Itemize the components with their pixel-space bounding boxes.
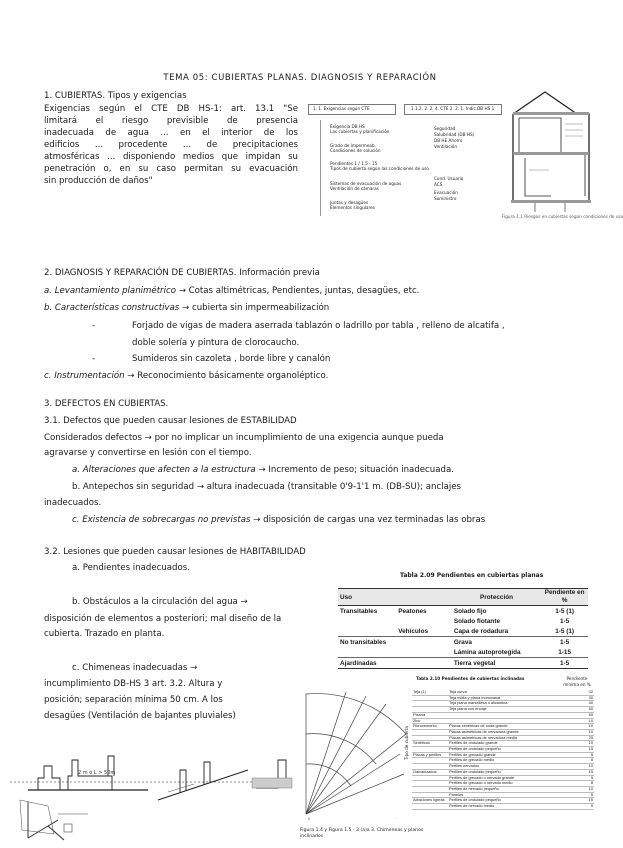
table-cell: 10 <box>582 729 594 735</box>
section31-item-b-line2: inadecuados. <box>44 498 102 508</box>
diagram-right-item: ACS <box>434 182 443 187</box>
table-cell: Placas y perfiles <box>412 752 448 758</box>
table-cell: Perfiles de nervado pequeño <box>448 786 582 792</box>
table-cell: Perfiles de nervado medio <box>448 804 582 810</box>
table-cell: Placas asimétricas de nervadura grande <box>448 729 582 735</box>
table-header-cell: Pendiente en % <box>541 589 588 606</box>
diagram-header-right-box <box>404 104 502 115</box>
diagram-row: Pendientes 1 / 1.5 - 15 <box>330 161 378 166</box>
diagram-header-left-box <box>308 104 396 115</box>
table-cell: Solado flotante <box>453 617 500 625</box>
slope-protractor-figure <box>296 674 414 824</box>
section32-item-c-line2: incumplimiento DB-HS 3 art. 3.2. Altura y <box>44 679 223 689</box>
svg-text:·: · <box>396 816 398 821</box>
table-cell: Zinc <box>412 718 448 724</box>
table-cell <box>338 616 396 626</box>
inclined-slopes-table <box>412 690 594 810</box>
table-cell: 1-5 <box>541 637 588 648</box>
table-cell: 15 <box>582 747 594 753</box>
table-cell: Solado fijo <box>453 607 487 615</box>
table-cell: Ajardinadas <box>338 658 396 669</box>
table-cell: 30 <box>582 695 594 701</box>
section32-item-b-line1: b. Obstáculos a la circulación del agua → <box>72 597 248 607</box>
diagram-row: Sistemas de evacuación de aguas <box>330 181 402 186</box>
table-cell: 5 <box>582 752 594 758</box>
diagram-row: Juntas y desagües <box>330 200 369 205</box>
section32-item-c-line4: desagües (Ventilación de bajantes pluviales) <box>44 711 236 721</box>
section3-heading: 3. DEFECTOS EN CUBIERTAS. <box>44 399 169 409</box>
table-cell: Sintéticos <box>412 741 448 747</box>
table-cell <box>396 647 452 658</box>
section32-item-b-line2: disposición de elementos a posteriori; mal diseño de la <box>44 614 282 624</box>
section1-line: sin producción de daños" <box>44 176 153 186</box>
diagram-row: Ventilación de cámaras <box>330 186 379 191</box>
table-cell: No transitables <box>338 637 396 648</box>
table-cell: 50 <box>582 707 594 713</box>
table2-col-header: Pendiente mínima en % <box>563 676 591 687</box>
section32-item-c-line1: c. Chimeneas inadecuadas → <box>72 663 198 673</box>
diagram-connector <box>320 120 321 216</box>
table-cell: Perfiles de ondulado pequeño <box>448 798 582 804</box>
table-cell: Fibrocemento <box>412 724 448 730</box>
diagram-header-left: 1. 1. Exigencias según CTE <box>313 106 370 111</box>
table-cell: Galvanizados <box>412 769 448 775</box>
table-cell: Teja plana marsellesa o alicantina <box>448 701 582 707</box>
table-cell: 10 <box>582 724 594 730</box>
table-cell: 10 <box>582 718 594 724</box>
section31-para-line2: agravarse y convertirse en lesión con el tiempo. <box>44 448 252 458</box>
diagram-row: Exigencia DB HS <box>330 124 365 129</box>
section1-line: limitará el riesgo previsible de presencia <box>44 116 298 126</box>
table-header-row <box>338 589 588 606</box>
chimney-figure-caption: Figura 1.4 y Figura 1.5 - 3 (a)a 3. Chimeneas y planos <box>300 828 424 833</box>
table-cell: 8 <box>582 758 594 764</box>
section31-heading: 3.1. Defectos que pueden causar lesiones de ESTABILIDAD <box>44 416 297 426</box>
section32-item-b-line3: cubierta. Trazado en planta. <box>44 629 165 639</box>
section2-item-a-text: → Cotas altimétricas, Pendientes, juntas, desagües, etc. <box>178 286 420 296</box>
section31-para-line1: Considerados defectos → por no implicar un incumplimiento de una exigencia aunque pueda <box>44 433 444 443</box>
section31-item-a-label: a. Alteraciones que afecten a la estructura <box>72 465 256 475</box>
table-cell: Paneles <box>448 792 582 798</box>
section2-item-c <box>44 370 328 382</box>
table-cell: Lámina autoprotegida <box>453 648 521 656</box>
table-cell: 15 <box>582 798 594 804</box>
diagram-row: Tipos de cubierta según las condiciones de uso <box>330 166 429 171</box>
table-row <box>338 637 588 648</box>
diagram-right-item: Cond. Usuario <box>434 176 464 181</box>
table-cell: 1-5 (1) <box>555 627 575 635</box>
table-row <box>338 658 588 669</box>
cte-diagram <box>308 104 502 222</box>
table-cell: 1-15 <box>558 648 572 656</box>
diagram-right-item: Ventilación <box>434 144 457 149</box>
section2-item-b-label: b. Características constructivas <box>44 303 180 313</box>
section2-item-b <box>44 302 329 314</box>
diagram-row: Las cubiertas y planificación <box>330 129 390 134</box>
table-row <box>412 804 594 810</box>
table-cell: Tierra vegetal <box>452 658 541 669</box>
table-cell: 5 <box>582 792 594 798</box>
table-cell: 10 <box>582 741 594 747</box>
table-cell: 60 <box>582 712 594 718</box>
slopes-table <box>338 588 588 669</box>
section2-heading: 2. DIAGNOSIS Y REPARACIÓN DE CUBIERTAS. Información previa <box>44 268 320 278</box>
diagram-row: Condiciones de solución <box>330 148 381 153</box>
table-cell: Peatones <box>398 607 427 615</box>
table-cell: 8 <box>582 781 594 787</box>
table-cell: 40 <box>582 701 594 707</box>
section31-item-c-label: c. Existencia de sobrecargas no previstas <box>72 515 251 525</box>
section2-item-b-text: → cubierta sin impermeabilización <box>182 303 330 313</box>
table-cell: Perfiles de ondulado grande <box>448 741 582 747</box>
section1-line: penetración o, en su caso permitan su evacuación <box>44 164 298 174</box>
table-row <box>338 606 588 617</box>
section31-item-c-text: → disposición de cargas una vez terminadas las obras <box>253 515 486 525</box>
section2-bullet1-line1: Forjado de vigas de madera aserrada tablazón o ladrillo por tabla , relleno de alcatifa , <box>132 321 505 331</box>
table-cell: Pizarra <box>412 712 448 718</box>
section32-item-a: a. Pendientes inadecuados. <box>72 563 190 573</box>
section1-heading: 1. CUBIERTAS. Tipos y exigencias <box>44 91 187 101</box>
table-cell: Perfiles de grecado grande <box>448 752 582 758</box>
section2-item-c-text: → Reconocimiento básicamente organoléptico. <box>127 371 329 381</box>
table-cell: Placas simétricas de onda grande <box>448 724 582 730</box>
table1-caption: Tabla 2.09 Pendientes en cubiertas planas <box>400 572 544 579</box>
diagram-row: Elementos singulares <box>330 205 375 210</box>
table-cell: Perfiles de grecado medio <box>448 758 582 764</box>
section1-line: Exigencias según el CTE DB HS-1: art. 13.1 "Se <box>44 104 298 114</box>
section31-item-a <box>72 464 454 476</box>
diagram-row: Grado de impermeab. <box>330 143 376 148</box>
diagram-header-right: 1.1.2. 2. 2. 4. CTE 2. 2. 1. Indic.DB HS 1 <box>411 106 495 111</box>
table-row <box>338 647 588 658</box>
building-figure-caption: Figura 1.1 Riesgos en cubiertas según condiciones de uso <box>502 214 623 219</box>
table-cell: Perfiles de grecado o nervado grande <box>448 775 582 781</box>
chimney-dimension-label: 2 m o L > 50m <box>78 770 116 776</box>
section1-body <box>44 103 298 187</box>
table-cell: Vehículos <box>398 627 429 635</box>
diagram-right-item: Evacuación <box>434 190 458 195</box>
section2-item-c-label: c. Instrumentación <box>44 371 125 381</box>
table-cell <box>396 658 452 669</box>
section2-bullet1-line2: doble solería y pintura de clorocaucho. <box>132 338 300 348</box>
table-cell <box>396 616 452 626</box>
section31-item-a-text: → Incremento de peso; situación inadecuada. <box>258 465 454 475</box>
section31-item-b-line1: b. Antepechos sin seguridad → altura inadecuada (transitable 0'9-1'1 m. (DB-SU); anclajes <box>72 482 462 492</box>
section1-line: edificios ... procedente ... de precipitaciones <box>44 140 298 150</box>
table-cell: Teja plana con encaje <box>448 707 582 713</box>
table-cell: 5 <box>582 775 594 781</box>
section1-line: atmosféricas ... disponiendo medios que impidan su <box>44 152 298 162</box>
section31-item-c <box>72 514 485 526</box>
chimney-roof-figure <box>8 730 298 842</box>
bullet-dash: - <box>92 321 96 331</box>
table-cell: Perfiles de ondulado pequeño <box>448 769 582 775</box>
table-cell: 5 <box>582 804 594 810</box>
svg-text:0: 0 <box>308 816 311 821</box>
table-cell: 10 <box>582 786 594 792</box>
table-cell: Perfiles nervados <box>448 764 582 770</box>
section32-heading: 3.2. Lesiones que pueden causar lesiones de HABITABILIDAD <box>44 547 306 557</box>
table-cell: 1-5 (1) <box>555 607 575 615</box>
table-row <box>338 616 588 626</box>
diagram-right-item: Suministro <box>434 196 457 201</box>
table-cell: 25 <box>582 735 594 741</box>
table-cell: Grava <box>452 637 541 648</box>
table-cell: Teja (1) <box>412 690 448 695</box>
table-cell: Capa de rodadura <box>453 627 509 635</box>
chimney-figure-caption-2: inclinados <box>300 834 324 839</box>
table-cell: 1-5 <box>560 617 570 625</box>
table-cell: Aleaciones ligeras <box>412 798 448 804</box>
section2-item-a-label: a. Levantamiento planimétrico <box>44 286 176 296</box>
table2-caption: Tabla 2.10 Pendientes de cubiertas inclinadas <box>416 676 525 681</box>
diagram-right-item: Seguridad <box>434 126 456 131</box>
table-header-cell: Uso <box>338 589 396 606</box>
section1-line: inadecuada de agua ... en el interior de los <box>44 128 298 138</box>
section32-item-c-line3: posición; separación mínima 50 cm. A los <box>44 695 223 705</box>
table-cell <box>338 647 396 658</box>
page-title: TEMA 05: CUBIERTAS PLANAS. DIAGNOSIS Y REPARACIÓN <box>163 73 437 83</box>
bullet-dash: - <box>92 354 96 364</box>
building-section-figure <box>505 84 597 220</box>
diagram-right-item: DB HE Ahorro <box>434 138 463 143</box>
table-cell: 32 <box>582 690 594 695</box>
table-cell: Perfiles de grecado o nervado medio <box>448 781 582 787</box>
table-cell: 10 <box>582 764 594 770</box>
section2-bullet2: Sumideros sin cazoleta , borde libre y canalón <box>132 354 331 364</box>
table-cell: 1-5 <box>541 658 588 669</box>
table-row <box>338 626 588 637</box>
table-cell <box>412 804 448 810</box>
table-cell: Perfiles de ondulado pequeño <box>448 747 582 753</box>
table2-side-label: Tipo de cubierta <box>404 726 409 760</box>
table-cell: Teja mixta y plana monocanal <box>448 695 582 701</box>
diagram-right-item: Salubridad (DB HS) <box>434 132 475 137</box>
table-cell: Placas asimétricas de nervadura media <box>448 735 582 741</box>
table-header-cell: Protección <box>452 589 541 606</box>
table-cell: Teja curva <box>448 690 582 695</box>
table-cell <box>396 637 452 648</box>
table-cell <box>338 626 396 637</box>
table-cell: Transitables <box>340 607 378 615</box>
table-cell: 15 <box>582 769 594 775</box>
section2-item-a <box>44 285 419 297</box>
